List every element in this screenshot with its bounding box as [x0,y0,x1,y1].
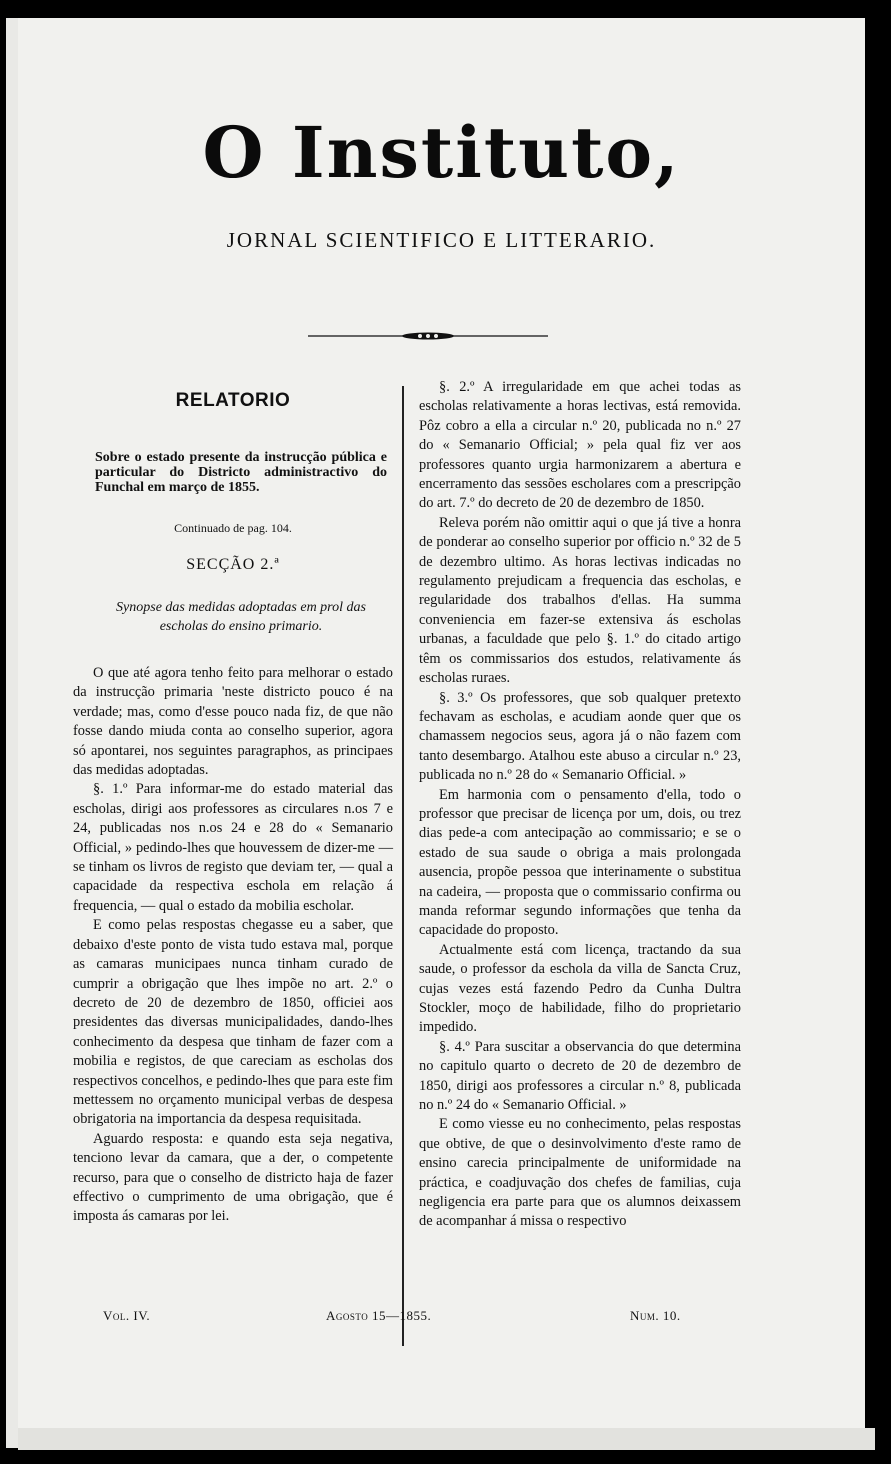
ornament-rule-icon [308,330,548,342]
masthead [18,111,865,253]
volume-label: Vol. IV. [103,1308,151,1323]
issue-date: Agosto 15—1855. [326,1308,432,1323]
scan-margin-left [6,18,18,1448]
article-subheading: Sobre o estado presente da instrucção pública e particular do Districto administractivo do Funchal em março de 1855. [95,450,387,495]
paragraph: §. 3.º Os professores, que sob qualquer pretexto fechavam as escholas, e acudiam aonde quer que os chamassem negocios seus, agora já o não fazem com tanto desembargo. Atalhou este abuso a circular n.º 23, publicada no n.º 28 do « Semanario Official. » [419,689,741,784]
newspaper-page [18,18,865,1428]
paragraph: Actualmente está com licença, tractando da sua saude, o professor da eschola da villa de Sancta Cruz, cujas vezes está fazendo Pedro da Cunha Dultra Stockler, moço de habilidade, filho do proprietario impedido. [419,941,741,1036]
left-column [73,378,393,1227]
newspaper-subtitle: JORNAL SCIENTIFICO E LITTERARIO. [226,228,657,252]
paragraph: Aguardo resposta: e quando esta seja negativa, tenciono levar da camara, que a der, o competente recurso, para que o conselho de districto haja de fazer effectivo o cumprimento de uma obrigação, que é imposta ás camaras por lei. [73,1130,393,1225]
section-title: SECÇÃO 2.ª [186,556,280,573]
right-column [419,378,741,1232]
paragraph: E como pelas respostas chegasse eu a saber, que debaixo d'este ponto de vista tudo estava mal, porque as camaras municipaes nunca tinham curado de cumprir a obrigação que lhes impõe no art. 2.º o decreto de 20 de dezembro de 1850, officiei aos presidentes das diversas municipalidades, dando-lhes conhecimento da despesa que tinham de fazer com a mobilia e registos, de que careciam as escholas dos respectivos concelhos, e pedindo-lhes que para este fim mettessem no orçamento municipal verbas de despesa obrigatoria na importancia da despesa requisitada. [73,917,393,1128]
paragraph: §. 2.º A irregularidade em que achei todas as escholas relativamente a horas lectivas, está removida. Pôz cobro a ella a circular n.º 20, publicada no n.º 27 do « Semanario Official; » pela qual fiz ver aos professores quanto urgia harmonizarem a abertura e encerramento das sessões escholares com a prescripção do art. 7.º do decreto de 20 de dezembro de 1850. [419,379,741,512]
scan-margin-bottom [18,1428,875,1450]
issue-number: Num. 10. [630,1308,681,1323]
paragraph: Em harmonia com o pensamento d'ella, todo o professor que precisar de licença por um, dois, ou trez dias pede-a com antecipação ao commissario; e se o estado de sua saude o obriga a mais prolongada ausencia, propõe pessoa que interinamente o substitua na cadeira, — proposta que o commissario confirma ou manda reformar segundo informações que tenha da capacidade do proposto. [419,786,741,939]
paragraph: E como viesse eu no conhecimento, pelas respostas que obtive, de que o desinvolvimento d'este ramo de ensino carecia principalmente de uniformidade na práctica, e coadjuvação dos chefes de familias, cuja negligencia era parte para que os alumnos deixassem de acompanhar á missa o respectivo [419,1116,741,1230]
newspaper-title: O Instituto, [202,111,681,194]
paragraph: §. 1.º Para informar-me do estado material das escholas, dirigi aos professores as circulares n.os 7 e 24, publicadas nos n.os 24 e 28 do « Semanario Official, » pedindo-lhes que houvessem de dizer-me — se tinham os livros de registo que deviam ter, — qual a capacidade da respectiva eschola em relação á frequencia, — qual o estado da mobilia escholar. [73,781,393,914]
page-footer [18,1308,865,1328]
section-synopsis: Synopse das medidas adoptadas em prol das escholas do ensino primario. [116,600,366,634]
article-heading: RELATORIO [175,390,291,411]
continued-note: Continuado de pag. 104. [174,521,292,535]
column-divider [402,386,404,1346]
paragraph: O que até agora tenho feito para melhorar o estado da instrucção primaria 'neste districto pouco é na verdade; mas, como d'esse pouco nada fiz, de que não fosse dando miuda conta ao conselho superior, agora só apontarei, nos seguintes paragraphos, as principaes das medidas adoptadas. [73,665,393,779]
paragraph: Releva porém não omittir aqui o que já tive a honra de ponderar ao conselho superior por officio n.º 32 de 5 de dezembro ultimo. As horas lectivas indicadas no regulamento prejudicam a frequencia das escholas, e regularidade dos trabalhos d'ellas. Ha summa conveniencia em fazer-se extensiva ás escholas urbanas, a faculdade que pelo §. 1.º do citado artigo têm os commissarios dos estudos, relativamente ás escholas ruraes. [419,514,741,687]
paragraph: §. 4.º Para suscitar a observancia do que determina no capitulo quarto o decreto de 20 de dezembro de 1850, dirigi aos professores a circular n.º 8, publicada no n.º 24 do « Semanario Official. » [419,1038,741,1114]
